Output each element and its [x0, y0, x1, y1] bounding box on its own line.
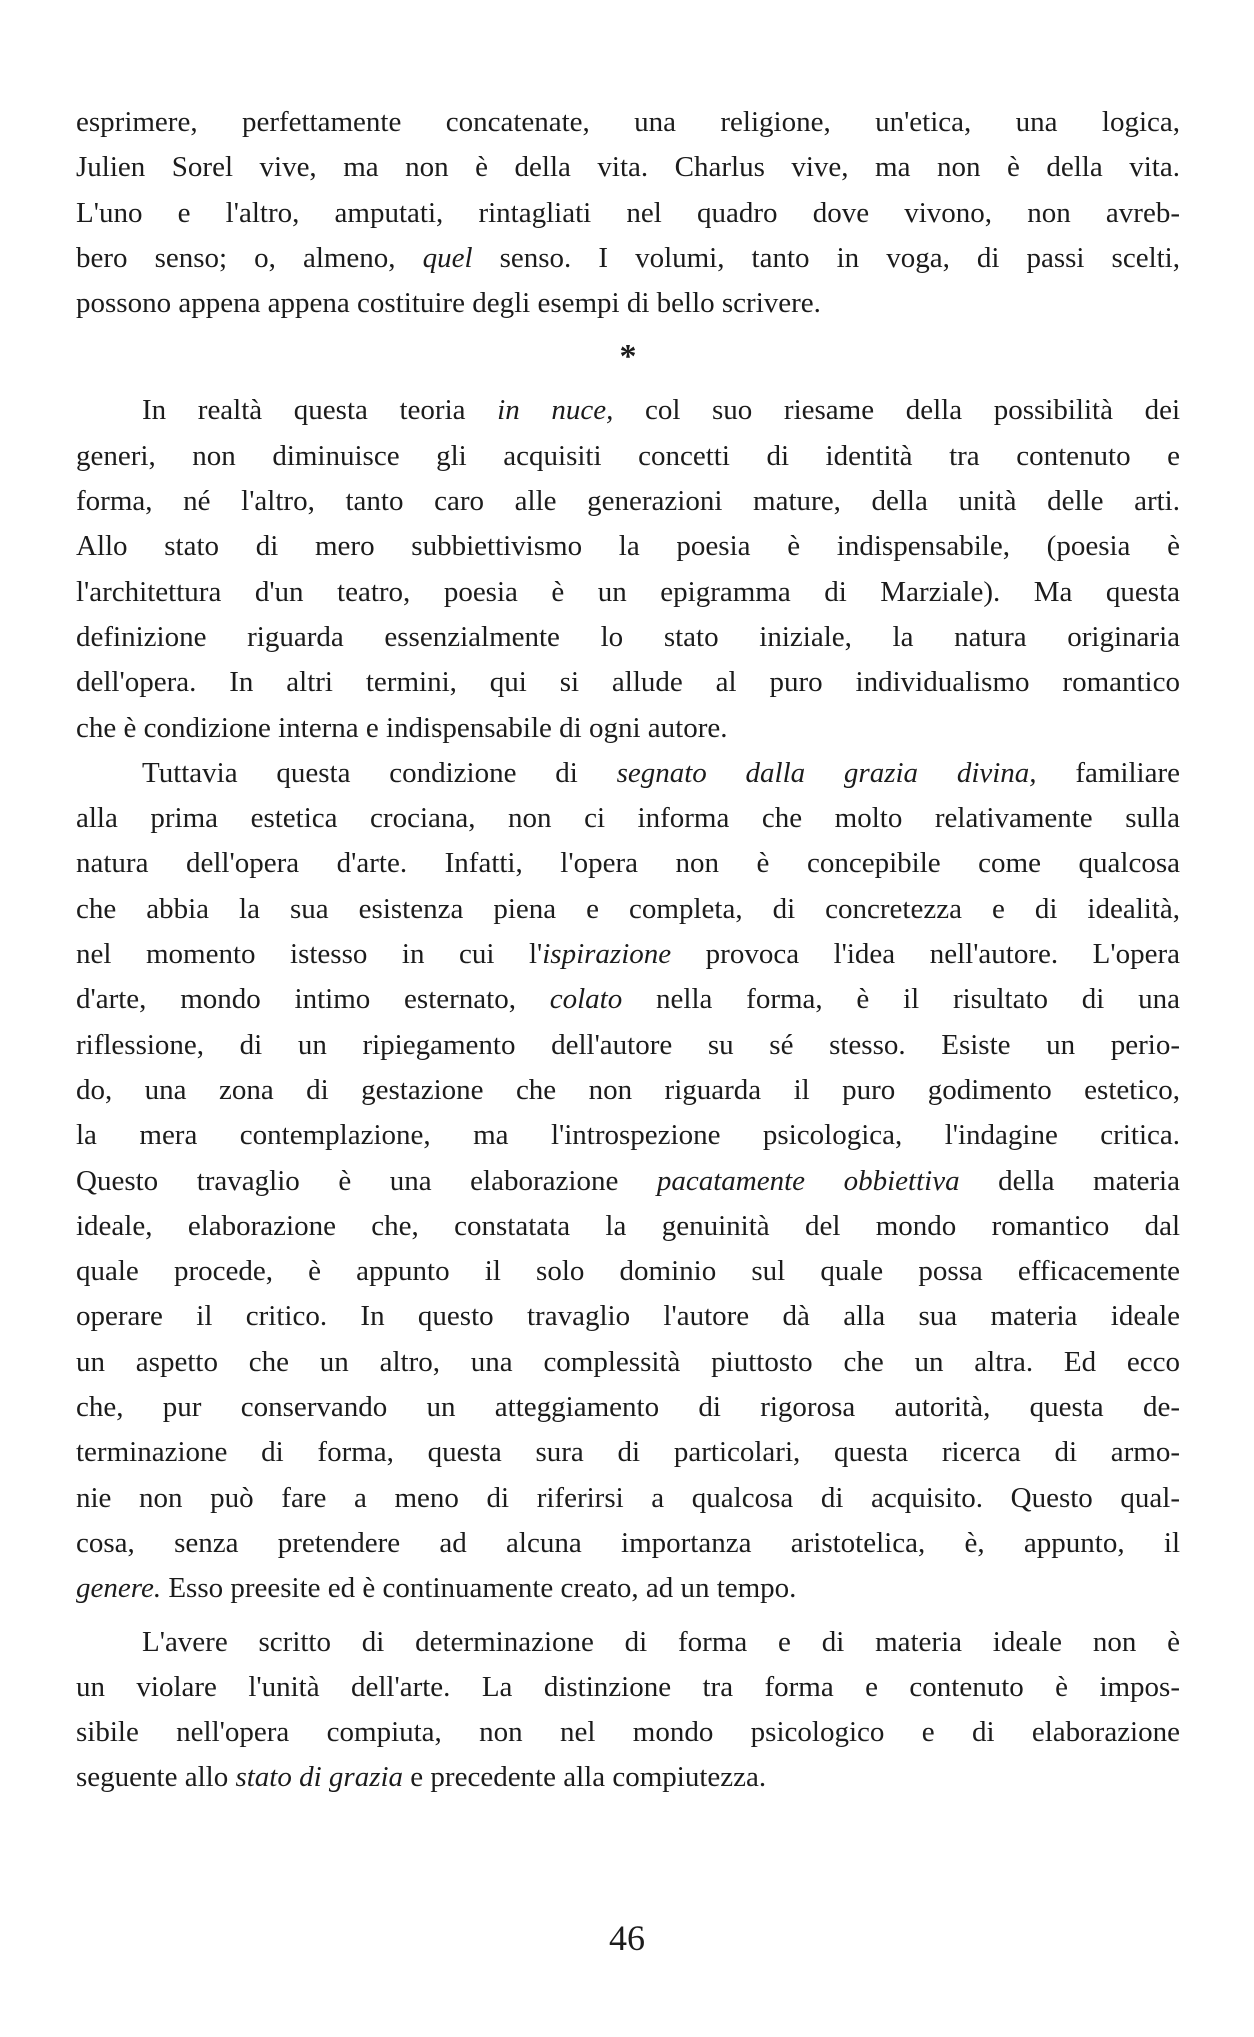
text-line: dell'opera. In altri termini, qui si allude al puro individualismo romantico — [76, 666, 1180, 699]
text-line: cosa, senza pretendere ad alcuna importanza aristotelica, è, appunto, il — [76, 1526, 1180, 1559]
text-line: nel momento istesso in cui l'ispirazione provoca l'idea nell'autore. L'opera — [76, 938, 1180, 971]
text-line: natura dell'opera d'arte. Infatti, l'opera non è concepibile come qualcosa — [76, 847, 1180, 880]
text-line: che abbia la sua esistenza piena e completa, di concretezza e di idealità, — [76, 892, 1180, 925]
text-line: che, pur conservando un atteggiamento di rigorosa autorità, questa de- — [76, 1391, 1180, 1424]
paragraph-1 — [76, 388, 1180, 750]
text-line: Allo stato di mero subbiettivismo la poesia è indispensabile, (poesia è — [76, 530, 1180, 563]
text-line: la mera contemplazione, ma l'introspezione psicologica, l'indagine critica. — [76, 1119, 1180, 1152]
page-number: 46 — [609, 1918, 645, 1958]
text-line: genere. Esso preesite ed è continuamente creato, ad un tempo. — [76, 1572, 797, 1605]
text-line: un violare l'unità dell'arte. La distinzione tra forma e contenuto è impos- — [76, 1670, 1180, 1703]
text-line: Julien Sorel vive, ma non è della vita. Charlus vive, ma non è della vita. — [76, 151, 1180, 184]
paragraph-3 — [76, 1620, 1180, 1801]
text-line: seguente allo stato di grazia e precedente alla compiutezza. — [76, 1761, 767, 1794]
text-line: In realtà questa teoria in nuce, col suo riesame della possibilità dei — [142, 394, 1180, 427]
text-line: L'avere scritto di determinazione di forma e di materia ideale non è — [142, 1625, 1180, 1658]
text-line: nie non può fare a meno di riferirsi a qualcosa di acquisito. Questo qual- — [76, 1481, 1180, 1514]
text-line: definizione riguarda essenzialmente lo stato iniziale, la natura originaria — [76, 620, 1180, 653]
text-line: forma, né l'altro, tanto caro alle generazioni mature, della unità delle arti. — [76, 485, 1180, 518]
text-line: possono appena appena costituire degli esempi di bello scrivere. — [76, 287, 821, 320]
page-body — [76, 100, 1180, 1801]
text-line: alla prima estetica crociana, non ci informa che molto relativamente sulla — [76, 802, 1180, 835]
text-line: terminazione di forma, questa sura di particolari, questa ricerca di armo- — [76, 1436, 1180, 1469]
text-line: l'architettura d'un teatro, poesia è un epigramma di Marziale). Ma questa — [76, 575, 1180, 608]
text-line: esprimere, perfettamente concatenate, una religione, un'etica, una logica, — [76, 106, 1180, 138]
text-line: quale procede, è appunto il solo dominio sul quale possa efficacemente — [76, 1255, 1180, 1288]
text-line: bero senso; o, almeno, quel senso. I volumi, tanto in voga, di passi scelti, — [76, 241, 1180, 274]
text-line: Tuttavia questa condizione di segnato dalla grazia divina, familiare — [142, 756, 1180, 789]
text-line: generi, non diminuisce gli acquisiti concetti di identità tra contenuto e — [76, 439, 1180, 472]
text-line: ideale, elaborazione che, constatata la genuinità del mondo romantico dal — [76, 1209, 1180, 1242]
text-line: sibile nell'opera compiuta, non nel mondo psicologico e di elaborazione — [76, 1716, 1180, 1749]
section-separator-asterisk: * — [619, 338, 637, 376]
paragraph-gap — [76, 1612, 1180, 1620]
text-line: riflessione, di un ripiegamento dell'autore su sé stesso. Esiste un perio- — [76, 1028, 1180, 1061]
text-line: un aspetto che un altro, una complessità piuttosto che un altra. Ed ecco — [76, 1345, 1180, 1378]
text-line: do, una zona di gestazione che non riguarda il puro godimento estetico, — [76, 1073, 1180, 1106]
text-line: L'uno e l'altro, amputati, rintagliati nel quadro dove vivono, non avreb- — [76, 196, 1180, 229]
text-line: che è condizione interna e indispensabile di ogni autore. — [76, 711, 728, 744]
paragraph-continuation — [76, 100, 1180, 326]
text-line: d'arte, mondo intimo esternato, colato nella forma, è il risultato di una — [76, 983, 1180, 1016]
text-line: operare il critico. In questo travaglio l'autore dà alla sua materia ideale — [76, 1300, 1180, 1333]
paragraph-2 — [76, 751, 1180, 1612]
text-line: Questo travaglio è una elaborazione pacatamente obbiettiva della materia — [76, 1164, 1180, 1197]
